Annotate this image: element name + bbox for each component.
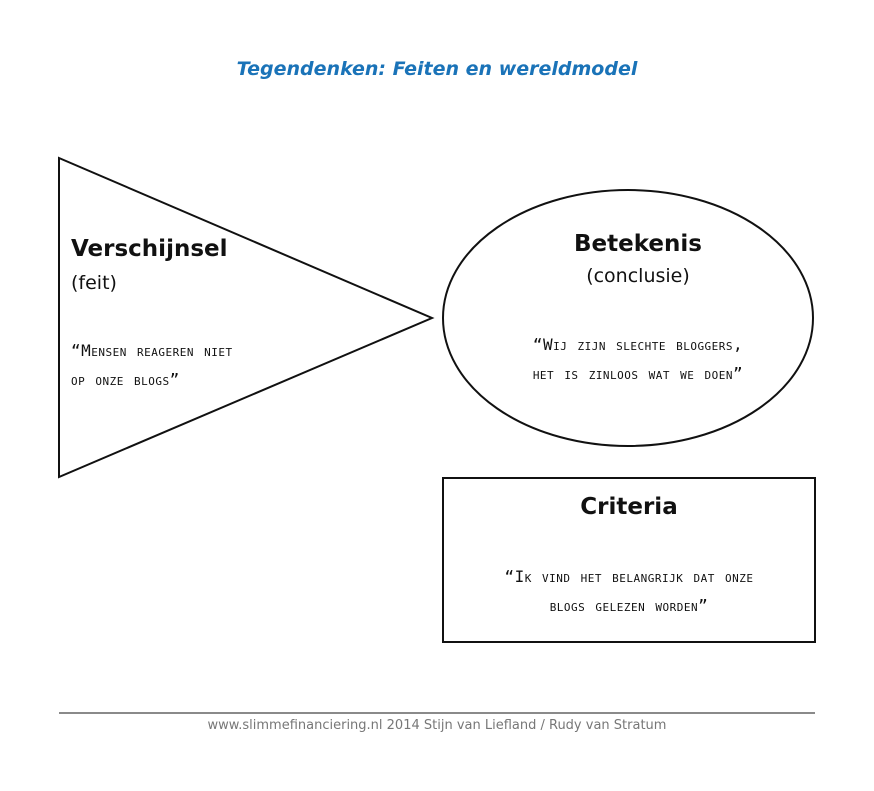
page-title: Tegendenken: Feiten en wereldmodel xyxy=(236,58,638,80)
footer-divider xyxy=(59,712,815,714)
phenomenon-quote xyxy=(71,336,321,394)
phenomenon-quote-line: op onze blogs” xyxy=(71,370,180,389)
meaning-quote-line: het is zinloos wat we doen” xyxy=(532,364,744,383)
meaning-ellipse xyxy=(443,190,813,446)
criteria-quote-line: blogs gelezen worden” xyxy=(549,596,709,615)
meaning-quote xyxy=(443,330,833,388)
footer-credit: www.slimmefinanciering.nl 2014 Stijn van Liefland / Rudy van Stratum xyxy=(207,718,667,733)
phenomenon-triangle xyxy=(59,158,432,477)
phenomenon-heading: Verschijnsel xyxy=(71,236,228,262)
meaning-heading: Betekenis xyxy=(574,231,702,257)
phenomenon-quote-line: “Mensen reageren niet xyxy=(71,341,233,360)
phenomenon-subheading: (feit) xyxy=(71,272,117,294)
meaning-subheading: (conclusie) xyxy=(586,265,690,287)
criteria-heading: Criteria xyxy=(580,494,678,520)
criteria-quote-line: “Ik vind het belangrijk dat onze xyxy=(504,567,754,586)
meaning-quote-line: “Wij zijn slechte bloggers, xyxy=(532,335,744,354)
criteria-quote xyxy=(443,562,815,620)
